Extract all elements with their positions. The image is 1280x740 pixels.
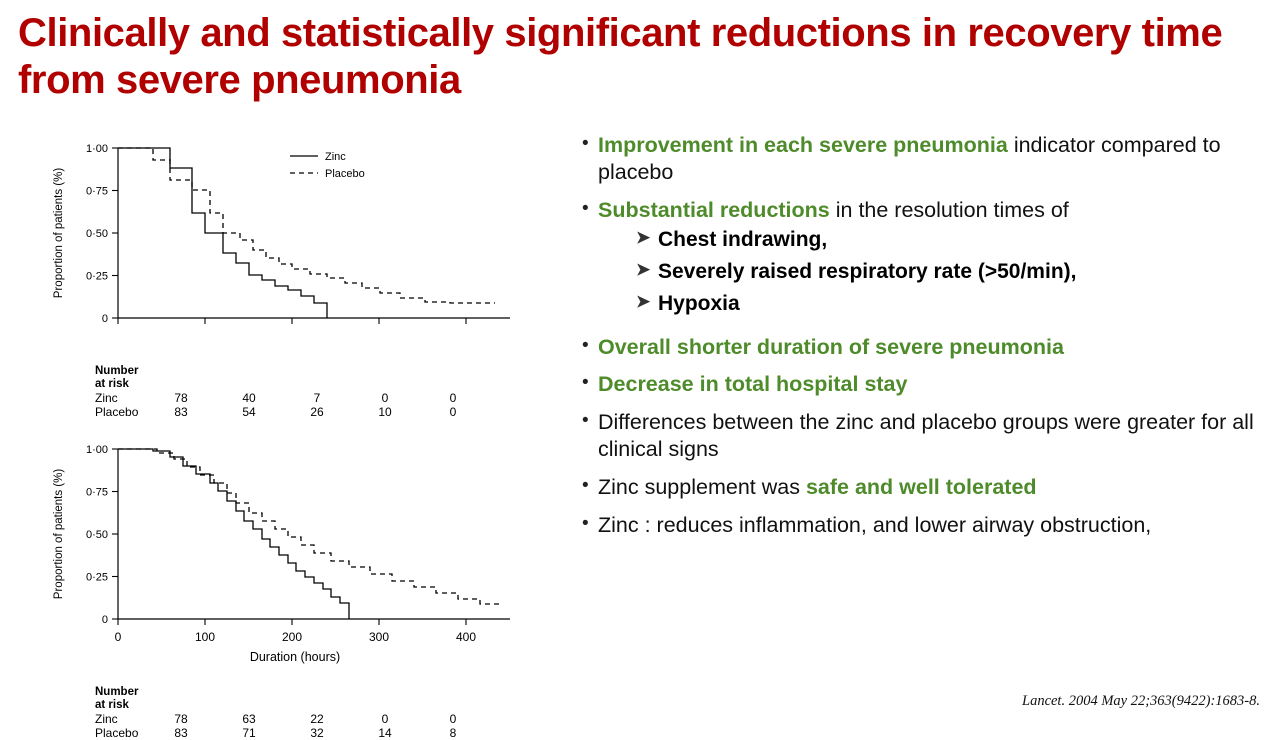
sub-list-item-label: Severely raised respiratory rate (>50/min), [658, 259, 1077, 283]
svg-text:Duration (hours): Duration (hours) [249, 650, 341, 665]
sub-list-item [636, 258, 1272, 285]
bullet-dot: • [582, 334, 589, 356]
list-item-lead: Decrease in total hospital stay [598, 372, 908, 397]
list-item-lead: Improvement in each severe pneumonia [598, 133, 1008, 157]
bullet-dot: • [582, 475, 589, 497]
list-item [582, 334, 1272, 361]
list-item [582, 474, 1272, 501]
list-item-lead: Overall shorter duration of severe pneumonia [598, 334, 1064, 359]
list-item-text [598, 132, 1272, 186]
list-item-rest: Zinc : reduces inflammation, and lower airway obstruction, [598, 512, 1152, 537]
arrow-right-icon: ➤ [636, 292, 651, 312]
svg-text:Proportion of patients (%): Proportion of patients (%) [53, 167, 65, 299]
table-row: Zinc 78 63 22 0 0 [95, 711, 457, 726]
bullet-dot: • [582, 512, 589, 534]
svg-text:300: 300 [368, 630, 390, 645]
chart-1-number-at-risk [95, 365, 540, 419]
list-item-text [598, 474, 1272, 501]
svg-text:0·75: 0·75 [85, 486, 108, 499]
list-item-rest: indicator compared to placebo [598, 133, 1221, 184]
arrow-right-icon: ➤ [636, 227, 651, 247]
bullet-dot: • [582, 133, 589, 154]
list-item-rest: Differences between the zinc and placebo groups were greater for all clinical signs [598, 410, 1254, 462]
list-item [582, 409, 1272, 463]
list-item-tail: safe and well tolerated [805, 475, 1037, 500]
sub-list-item [636, 226, 1272, 253]
charts-column [40, 128, 560, 740]
svg-text:400: 400 [455, 630, 477, 645]
sub-list-item-label: Chest indrawing, [658, 227, 828, 251]
arrow-right-icon: ➤ [636, 259, 651, 279]
svg-text:0: 0 [114, 630, 122, 645]
list-item-rest: Zinc supplement was [598, 475, 806, 500]
list-item [582, 132, 1272, 186]
sub-list-item [636, 290, 1272, 317]
list-item-lead: Substantial reductions [598, 197, 830, 222]
svg-text:100: 100 [194, 630, 216, 645]
svg-text:0·50: 0·50 [85, 228, 108, 240]
svg-text:Proportion of patients (%): Proportion of patients (%) [53, 468, 65, 600]
svg-text:Zinc: Zinc [325, 151, 346, 163]
svg-text:1·00: 1·00 [85, 444, 108, 457]
list-item [582, 197, 1272, 323]
svg-text:0·50: 0·50 [85, 529, 108, 542]
svg-text:0: 0 [101, 614, 108, 627]
sub-list-item-label: Hypoxia [658, 292, 740, 316]
number-at-risk-label: Number at risk [95, 686, 139, 711]
chart-1-canvas [40, 128, 540, 363]
svg-text:0·25: 0·25 [85, 571, 108, 584]
table-row: Placebo 83 54 26 10 0 [95, 404, 457, 419]
chart-1-legend [290, 151, 365, 180]
chart-2-number-at-risk [95, 686, 540, 740]
list-item-rest: in the resolution times of [829, 197, 1069, 222]
bullet-dot: • [582, 410, 589, 432]
list-item-text [598, 197, 1272, 323]
chart-1-svg [40, 128, 540, 358]
chart-severe-pneumonia-top [40, 128, 540, 419]
bullet-dot: • [582, 197, 589, 219]
list-item [582, 512, 1272, 539]
svg-text:0·75: 0·75 [85, 185, 108, 198]
svg-text:0: 0 [101, 313, 108, 325]
chart-severe-pneumonia-bottom [40, 429, 540, 740]
table-row: Zinc 78 40 7 0 0 [95, 390, 457, 405]
sub-list [636, 226, 1272, 318]
svg-text:1·00: 1·00 [85, 143, 108, 155]
list-item-text [598, 371, 1272, 398]
svg-text:Placebo: Placebo [325, 168, 365, 180]
chart-2-svg [40, 429, 540, 679]
list-item-text [598, 334, 1272, 361]
citation: Lancet. 2004 May 22;363(9422):1683-8. [1022, 693, 1260, 709]
list-item [582, 371, 1272, 398]
svg-text:200: 200 [281, 630, 303, 645]
page-title: Clinically and statistically significant reductions in recovery time from severe pneumonia [18, 11, 1223, 103]
table-row: Placebo 83 71 32 14 8 [95, 725, 457, 740]
number-at-risk-label: Number at risk [95, 365, 139, 390]
bullet-dot: • [582, 372, 589, 394]
svg-text:0·25: 0·25 [85, 270, 108, 283]
bullet-list [582, 132, 1272, 550]
chart-2-canvas [40, 429, 540, 684]
